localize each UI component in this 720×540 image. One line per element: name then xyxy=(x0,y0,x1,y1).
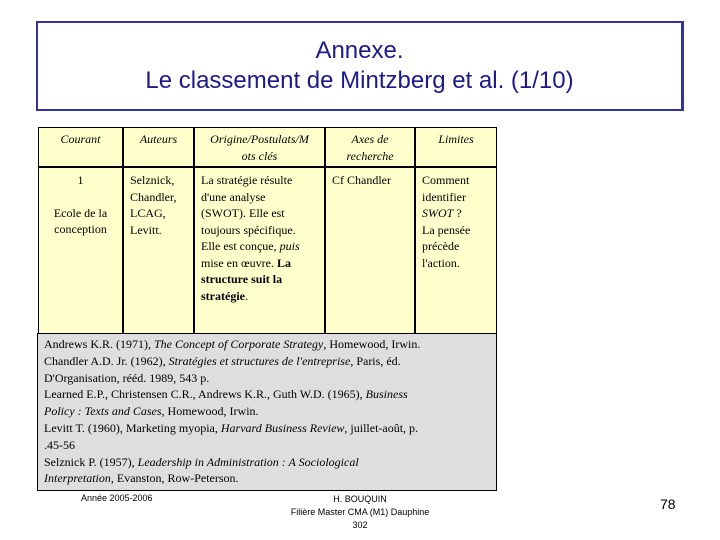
reference-line: Chandler A.D. Jr. (1962), Stratégies et structures de l'entreprise, Paris, éd. xyxy=(44,353,401,368)
title-box xyxy=(38,23,681,109)
title-line-2: Le classement de Mintzberg et al. (1/10) xyxy=(145,67,574,94)
axes-text: Cf Chandler xyxy=(332,173,391,187)
author-item: Chandler, xyxy=(130,189,177,204)
cell-courant xyxy=(38,167,123,334)
reference-line: Andrews K.R. (1971), The Concept of Corporate Strategy, Homewood, Irwin. xyxy=(44,337,421,351)
cell-auteurs xyxy=(123,167,194,334)
cell-origine xyxy=(194,167,325,334)
footer-center xyxy=(270,493,450,532)
origine-line: toujours spécifique. xyxy=(201,222,296,237)
reference-line: .45-56 xyxy=(44,437,75,452)
limites-line: Comment xyxy=(422,173,470,187)
reference-line: Policy : Texts and Cases, Homewood, Irwin. xyxy=(44,404,259,419)
references-box xyxy=(37,333,497,491)
limites-line: identifier xyxy=(422,189,466,204)
cell-axes xyxy=(325,167,415,334)
origine-line: La stratégie résulte xyxy=(201,173,293,187)
reference-line: Levitt T. (1960), Marketing myopia, Harvard Business Review, juillet-août, p. xyxy=(44,420,419,435)
origine-line: (SWOT). Elle est xyxy=(201,206,285,220)
origine-line: structure suit la xyxy=(201,272,283,286)
courant-name-2: conception xyxy=(54,222,107,236)
reference-line: Interpretation, Evanston, Row-Peterson. xyxy=(44,471,239,486)
limites-line: l'action. xyxy=(422,255,460,270)
footer-program: Filière Master CMA (M1) Dauphine xyxy=(290,507,430,517)
limites-line: La pensée xyxy=(422,222,471,237)
footer-program-page: 302 xyxy=(352,520,368,530)
header-limites: Limites xyxy=(415,127,497,167)
page-number: 78 xyxy=(660,496,676,512)
reference-line: Selznick P. (1957), Leadership in Administration : A Sociological xyxy=(44,454,359,469)
reference-line: Learned E.P., Christensen C.R., Andrews K.R., Guth W.D. (1965), Business xyxy=(44,387,408,402)
author-item: Levitt. xyxy=(130,222,162,237)
title-frame xyxy=(36,21,684,111)
reference-line: D'Organisation, rééd. 1989, 543 p. xyxy=(44,370,210,385)
limites-line: précède xyxy=(422,239,460,253)
header-auteurs: Auteurs xyxy=(123,127,194,167)
courant-number: 1 xyxy=(77,173,84,187)
origine-line: d'une analyse xyxy=(201,189,266,204)
title-line-1: Annexe. xyxy=(315,37,404,64)
header-courant: Courant xyxy=(38,127,123,167)
origine-line: stratégie. xyxy=(201,288,248,303)
origine-line: mise en œuvre. La xyxy=(201,255,291,270)
origine-line: Elle est conçue, puis xyxy=(201,239,300,253)
header-axes: Axes de recherche xyxy=(325,127,415,167)
cell-limites xyxy=(415,167,497,334)
header-origine: Origine/Postulats/M ots clés xyxy=(194,127,325,167)
footer-author: H. BOUQUIN xyxy=(333,494,387,504)
courant-name-1: Ecole de la xyxy=(53,205,108,220)
author-item: LCAG, xyxy=(130,206,166,220)
limites-line: SWOT ? xyxy=(422,206,462,220)
author-item: Selznick, xyxy=(130,173,175,187)
footer-year: Année 2005-2006 xyxy=(81,493,153,503)
